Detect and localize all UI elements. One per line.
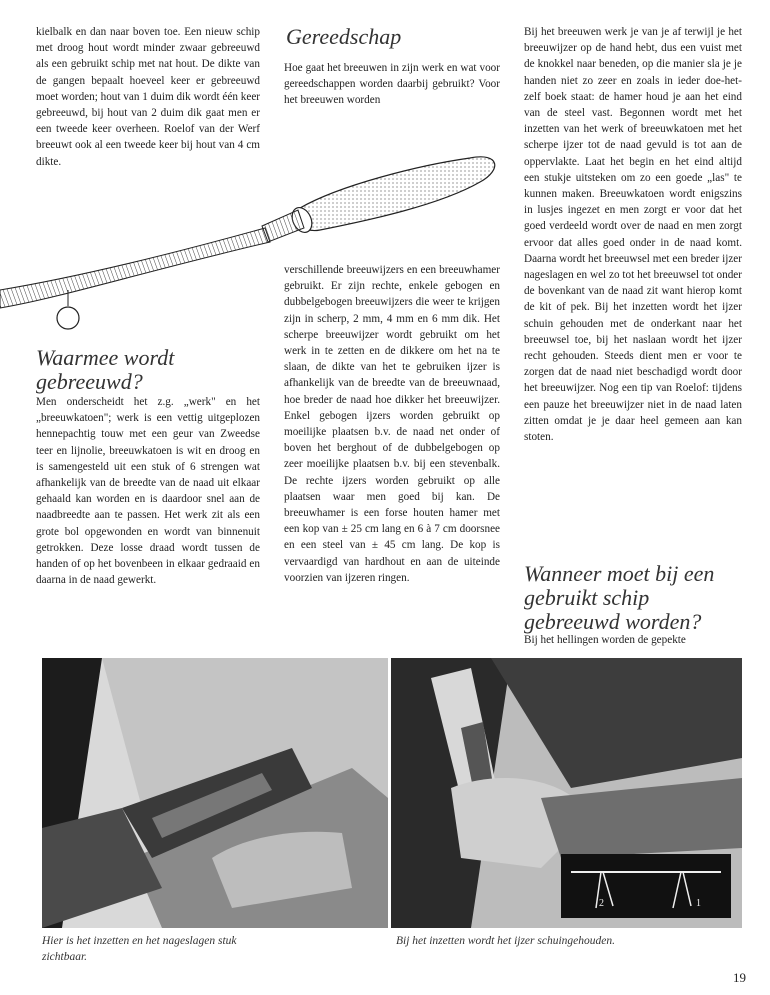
column-3-body (524, 24, 742, 445)
caption-right: Bij het inzetten wordt het ijzer schuingehouden. (396, 935, 615, 947)
heading-gereedschap: Gereedschap (286, 24, 402, 49)
heading-waarmee-wordt-gebreeuwd: Waarmee wordt gebreeuwd? (36, 345, 175, 394)
inset-label-one: 1 (696, 898, 701, 909)
gereedschap-body: verschillende breeuwijzers en een breeuwhamer gebruikt. Er zijn rechte, enkele gebogen en dubbelgebogen breeuwijzers die weer te krijgen zijn in scherp, 2 mm, 4 mm en 6 mm dik. Het scherpe breeuwijzer wordt gebruikt om het werk in te zetten en de dikkere om het na te slaan, de dikte van het te gebruiken ijzer is afhankelijk van de breedte van de breeuwnaad, hoe breder de naad hoe dikker het breeuwijzer. Enkel gebogen ijzers worden gebruikt op moeilijke plaatsen b.v. de naad net onder of boven het berghout of de dubbelgebogen op zeer moeilijke plaatsen b.v. bij een stevenbalk. De rechte ijzers worden gebruikt op alle plaatsen waar men goed bij kan. De breeuwhamer is een forse houten hamer met een kop van ± 25 cm lang en 6 à 7 cm doorsnee en een steel van ± 45 cm lang. De kop is vervaardigd van hardhout en aan de uiteinde voorzien van ijzeren ringen. (284, 264, 500, 584)
technique-paragraph: Bij het breeuwen werk je van je af terwijl je het breeuwijzer op de hand hebt, dus een vuist met de knokkel naar beneden, op die manier sla je je handen niet zo zeer en zoals in ieder doe-het-zelf boek staat: de hamer houd je aan het eind van de steel vast. Begonnen wordt met het inzetten van het werk of breeuwkatoen met het scherpe ijzer tot de naad gevuld is tot aan de oppervlakte. Laat het begin en het eind altijd een stukje uitsteken om zo een goede „las" te kunnen maken. Breeuwkatoen wordt enigszins in lusjes ingezet en men zorgt er voor dat het goed verdeeld wordt over de naad en men zorgt ervoor dat alles goed onder in de naad komt. Daarna wordt het breeuwsel met een breder ijzer nageslagen en wel zo tot het breeuwsel tot onder de bovenkant van de naad zit want hierop komt de kit of pek. Bij het inzetten wordt het ijzer schuin gehouden met de onderkant naar het breeuwsel toe, bij het naslaan wordt het ijzer recht gehouden. Steeds dient men er voor te zorgen dat de naad niet beschadigd wordt door het breeuwijzer. Nog een tip van Roelof: tijdens een pauze het breeuwijzer niet in de naad laten zitten omdat je je daar heel gemeen aan kan stoten. (524, 26, 742, 444)
wanneer-paragraph: Bij het hellingen worden de gepekte (524, 634, 686, 646)
page-number: 19 (733, 970, 746, 985)
caption-left: Hier is het inzetten en het nageslagen stuk zichtbaar. (42, 935, 237, 963)
heading-wanneer-gebreeuwd: Wanneer moet bij een gebruikt schip gebreeuwd worden? (524, 561, 715, 634)
photo-caulking-left (42, 658, 388, 928)
column-1-body (36, 394, 260, 588)
body-paragraph: Men onderscheidt het z.g. „werk" en het „breeuwkatoen"; werk is een vettig uitgeplozen hennepachtig touw met een geur van Zweedse teer en lijnolie, breeuwkatoen is wit en droog en is samengesteld uit een stuk of 6 strengen wat afhankelijk van de breedte van de naad uit elkaar gehaald kan worden en is daardoor snel aan de naadbreedte aan te passen. Het werk zit als een grote bol opgewonden en wordt van binnenuit getrokken. Deze losse draad wordt tussen de handen of op het bovenbeen in elkaar gedraaid en daarna in de naad gewerkt. (36, 396, 260, 587)
column-3-end (524, 632, 742, 648)
column-2-body (284, 262, 500, 586)
intro-paragraph: kielbalk en dan naar boven toe. Een nieuw schip met droog hout wordt minder zwaar gebreeuwd als een gebruikt schip met nat hout. De dikte van de gangen bepaalt hoeveel keer er gebreeuwd moet worden; hout van 1 duim dik wordt één keer gebreeuwd, bij hout van 2 duim dik gaat men er een tweede keer overheen. Roelof van der Werf breeuwt ook al een tweede keer bij hout van 4 cm dikte. (36, 26, 261, 168)
inset-label-two: 2 (599, 898, 604, 909)
gereedschap-intro: Hoe gaat het breeuwen in zijn werk en wat voor gereedschappen worden daarbij gebruikt? Voor het breeuwen worden (284, 62, 500, 107)
column-2-intro (284, 60, 500, 109)
photo-caulking-right (391, 658, 742, 928)
